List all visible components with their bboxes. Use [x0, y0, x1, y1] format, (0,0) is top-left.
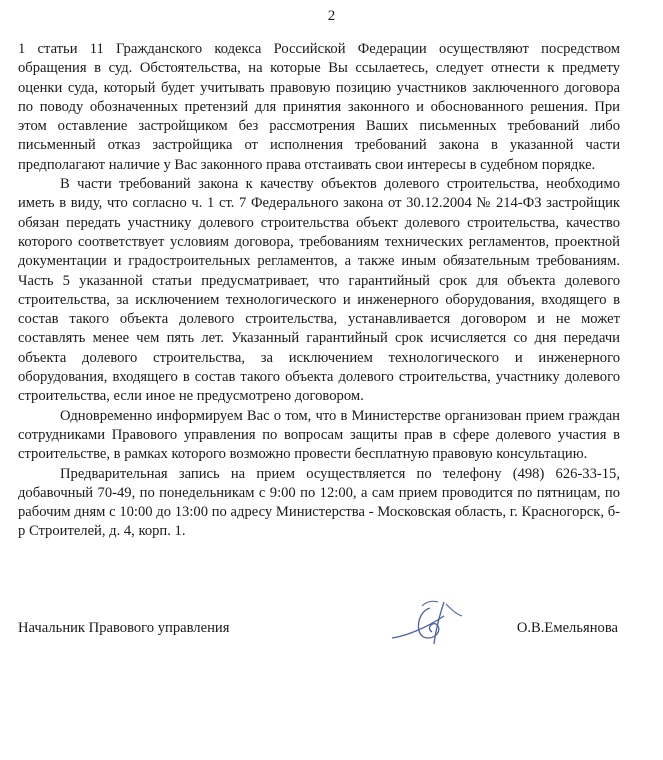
paragraph-consultation: Одновременно информируем Вас о том, что в Министерстве организован прием граждан сотрудниками Правового управления по вопросам защиты прав в сфере долевого участия в строительстве, в рамках которого возможно провести бесплатную правовую консультацию. [18, 407, 620, 463]
signatory-name: О.В.Емельянова [516, 620, 618, 636]
signature-block [18, 616, 618, 656]
page-number: 2 [327, 8, 336, 24]
signatory-position: Начальник Правового управления [18, 620, 230, 636]
paragraph-quality-requirements: В части требований закона к качеству объектов долевого строительства, необходимо иметь в виду, что согласно ч. 1 ст. 7 Федерального закона от 30.12.2004 № 214-ФЗ застройщик обязан передать участнику долевого строительства объект долевого строительства, качество которого соответствует условиям договора, требованиям технических регламентов, проектной документации и градостроительных регламентов, а также иным обязательным требованиям. Часть 5 указанной статьи предусматривает, что гарантийный срок для объекта долевого строительства, за исключением технологического и инженерного оборудования, входящего в состав такого объекта долевого строительства, устанавливается договором и не может составлять менее чем пять лет. Указанный гарантийный срок исчисляется со дня передачи объекта долевого строительства, за исключением технологического и инженерного оборудования, входящего в состав такого объекта долевого строительства, участнику долевого строительства, если иное не предусмотрено договором. [18, 176, 620, 405]
handwritten-signature [386, 598, 476, 648]
letter-body [18, 40, 620, 542]
paragraph-appointment: Предварительная запись на прием осуществляется по телефону (498) 626-33-15, добавочный 70-49, по понедельникам с 9:00 по 12:00, а сам прием проводится по пятницам, по рабочим дням с 10:00 до 13:00 по адресу Министерства - Московская область, г. Красногорск, б-р Строителей, д. 4, корп. 1. [18, 465, 620, 540]
paragraph-court: 1 статьи 11 Гражданского кодекса Российской Федерации осуществляют посредством обращения в суд. Обстоятельства, на которые Вы ссылаетесь, следует отнести к предмету оценки суда, который будет учитывать правовую позицию участников заключенного договора по поводу обозначенных претензий для принятия законного и обоснованного решения. При этом оставление застройщиком без рассмотрения Ваших письменных требований либо письменный отказ застройщика от исполнения требований закона в указанной части предполагают наличие у Вас законного права отстаивать свои интересы в судебном порядке. [18, 41, 620, 173]
